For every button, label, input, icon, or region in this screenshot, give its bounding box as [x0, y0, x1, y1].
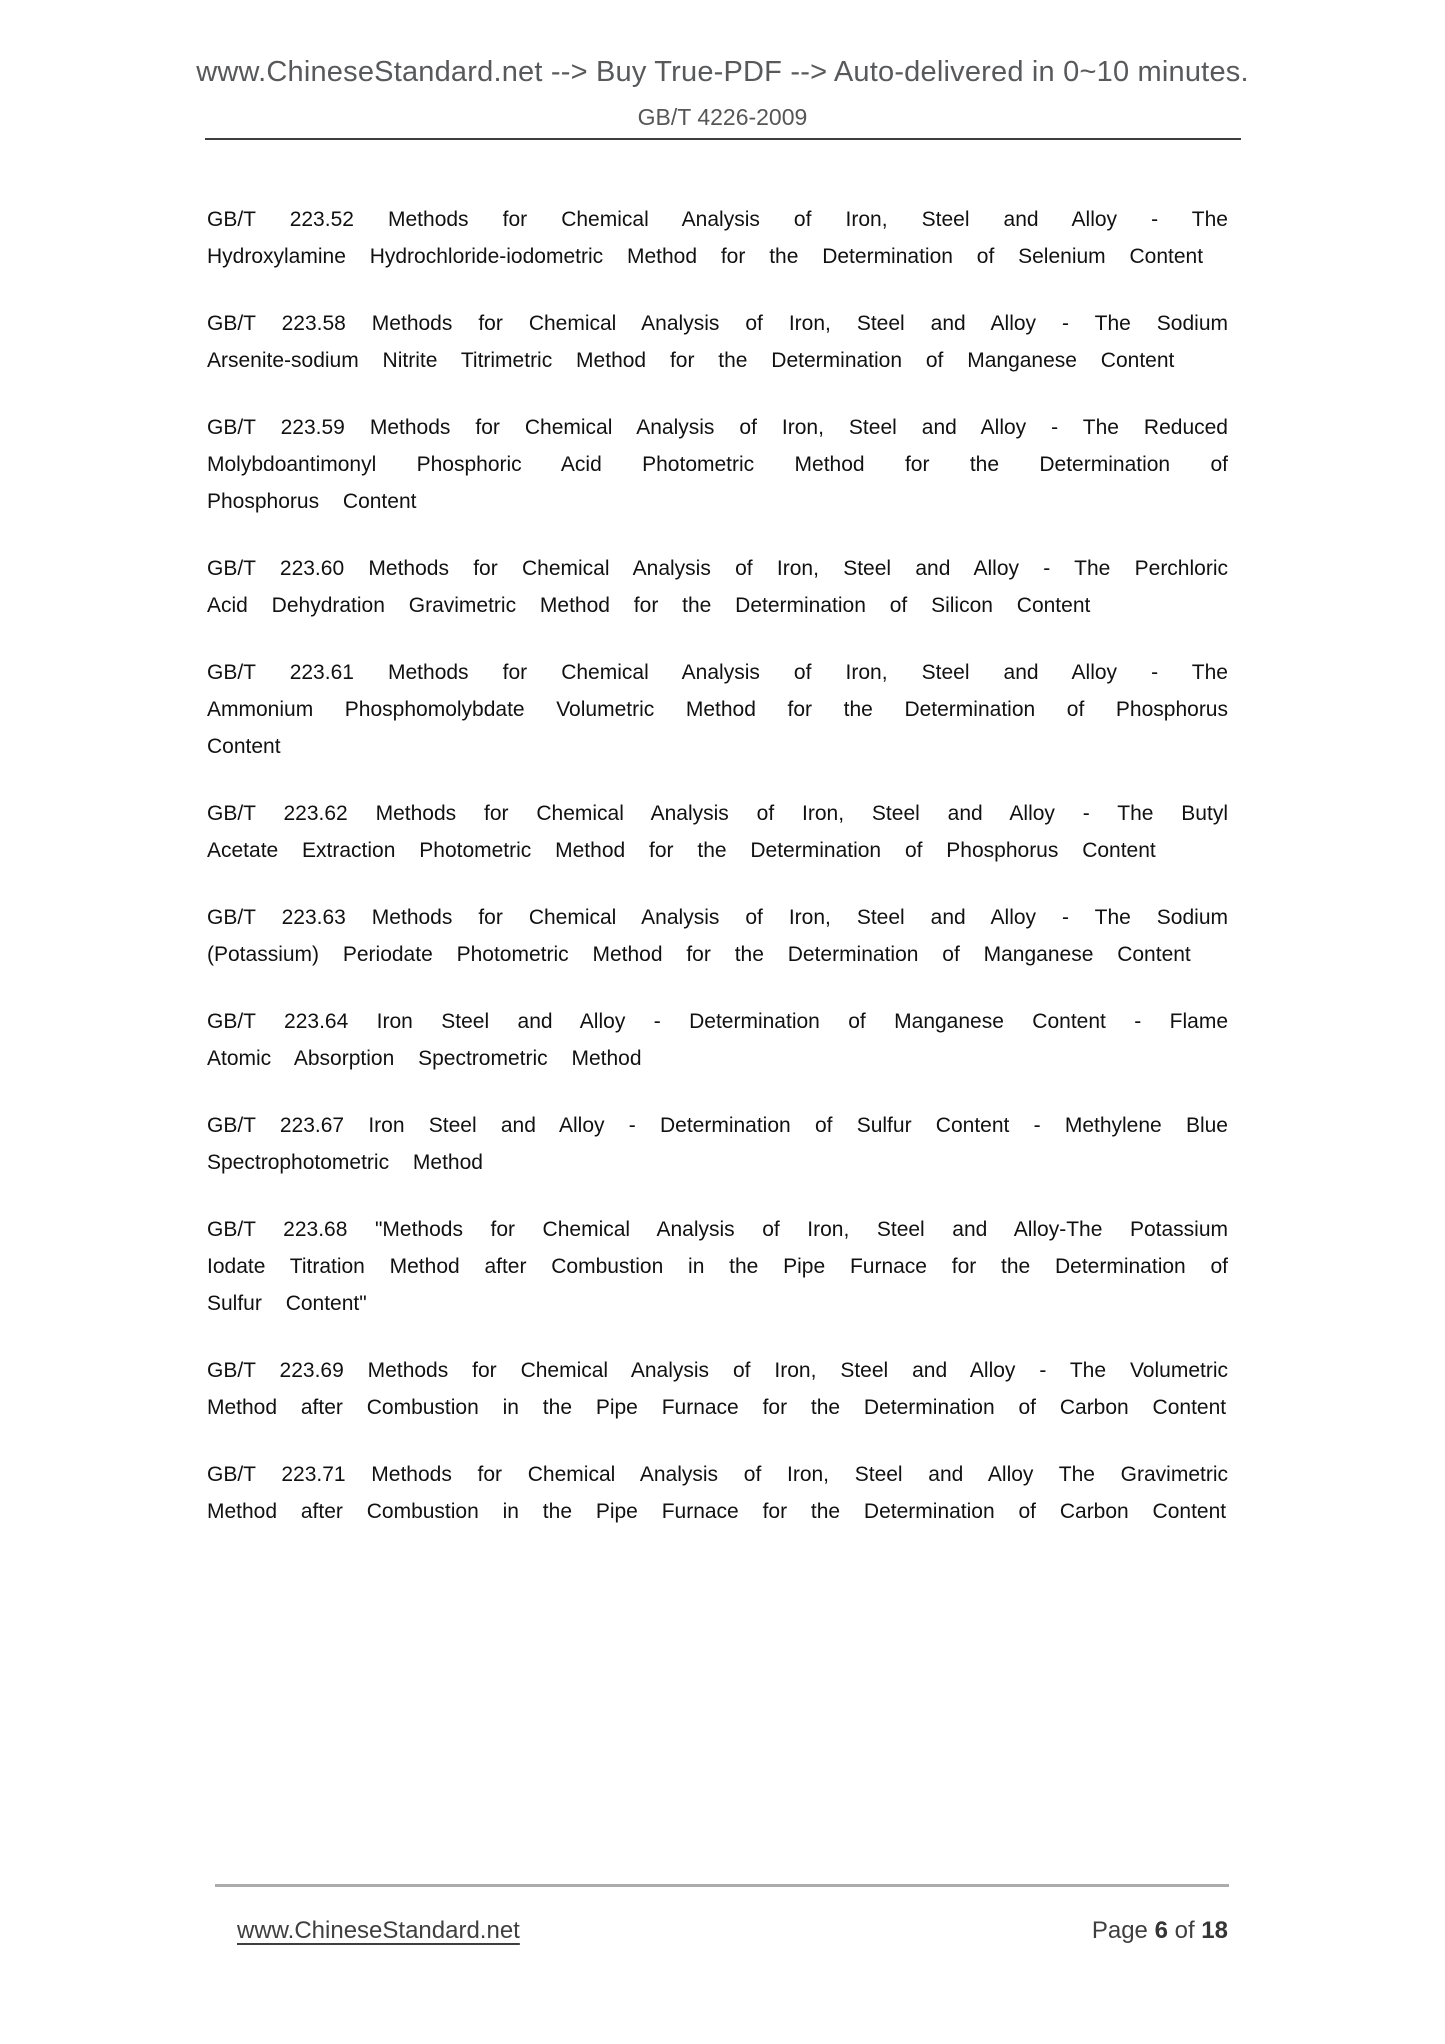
standard-reference-paragraph: GB/T 223.58 Methods for Chemical Analysis of Iron, Steel and Alloy - The Sodium Arsenite-sodium Nitrite Titrimetric Method for the Determination of Manganese Content	[207, 312, 1228, 372]
standard-reference-paragraph: GB/T 223.52 Methods for Chemical Analysis of Iron, Steel and Alloy - The Hydroxylamine Hydrochloride-iodometric Method for the Determination of Selenium Content	[207, 208, 1228, 268]
page-of-label: of	[1174, 1917, 1195, 1944]
standard-reference-paragraph: GB/T 223.63 Methods for Chemical Analysis of Iron, Steel and Alloy - The Sodium (Potassium) Periodate Photometric Method for the Determination of Manganese Content	[207, 906, 1228, 966]
header-tagline: www.ChineseStandard.net --> Buy True-PDF --> Auto-delivered in 0~10 minutes.	[196, 56, 1249, 88]
page-total-number: 18	[1201, 1917, 1228, 1944]
header-divider	[205, 138, 1241, 140]
standard-reference-paragraph: GB/T 223.64 Iron Steel and Alloy - Determination of Manganese Content - Flame Atomic Absorption Spectrometric Method	[207, 1010, 1228, 1070]
footer-divider	[215, 1884, 1229, 1887]
footer-site-link[interactable]: www.ChineseStandard.net	[237, 1917, 520, 1944]
document-number: GB/T 4226-2009	[637, 104, 808, 130]
standard-reference-paragraph: GB/T 223.62 Methods for Chemical Analysis of Iron, Steel and Alloy - The Butyl Acetate Extraction Photometric Method for the Determination of Phosphorus Content	[207, 802, 1228, 862]
standard-reference-paragraph: GB/T 223.69 Methods for Chemical Analysis of Iron, Steel and Alloy - The Volumetric Method after Combustion in the Pipe Furnace for the Determination of Carbon Content	[207, 1359, 1228, 1419]
page-current-number: 6	[1154, 1917, 1168, 1944]
page-indicator	[1092, 1917, 1228, 1945]
standard-reference-paragraph: GB/T 223.68 "Methods for Chemical Analysis of Iron, Steel and Alloy-The Potassium Iodate Titration Method after Combustion in the Pipe Furnace for the Determination of Sulfur Content"	[207, 1218, 1228, 1315]
standard-reference-paragraph: GB/T 223.59 Methods for Chemical Analysis of Iron, Steel and Alloy - The Reduced Molybdoantimonyl Phosphoric Acid Photometric Method for the Determination of Phosphorus Content	[207, 416, 1228, 513]
standard-reference-paragraph: GB/T 223.60 Methods for Chemical Analysis of Iron, Steel and Alloy - The Perchloric Acid Dehydration Gravimetric Method for the Determination of Silicon Content	[207, 557, 1228, 617]
standard-reference-paragraph: GB/T 223.67 Iron Steel and Alloy - Determination of Sulfur Content - Methylene Blue Spectrophotometric Method	[207, 1114, 1228, 1174]
standard-reference-paragraph: GB/T 223.71 Methods for Chemical Analysis of Iron, Steel and Alloy The Gravimetric Method after Combustion in the Pipe Furnace for the Determination of Carbon Content	[207, 1463, 1228, 1523]
standard-reference-paragraph: GB/T 223.61 Methods for Chemical Analysis of Iron, Steel and Alloy - The Ammonium Phosphomolybdate Volumetric Method for the Determination of Phosphorus Content	[207, 661, 1228, 758]
page-label: Page	[1091, 1917, 1148, 1944]
paragraph-list	[207, 201, 1228, 1530]
